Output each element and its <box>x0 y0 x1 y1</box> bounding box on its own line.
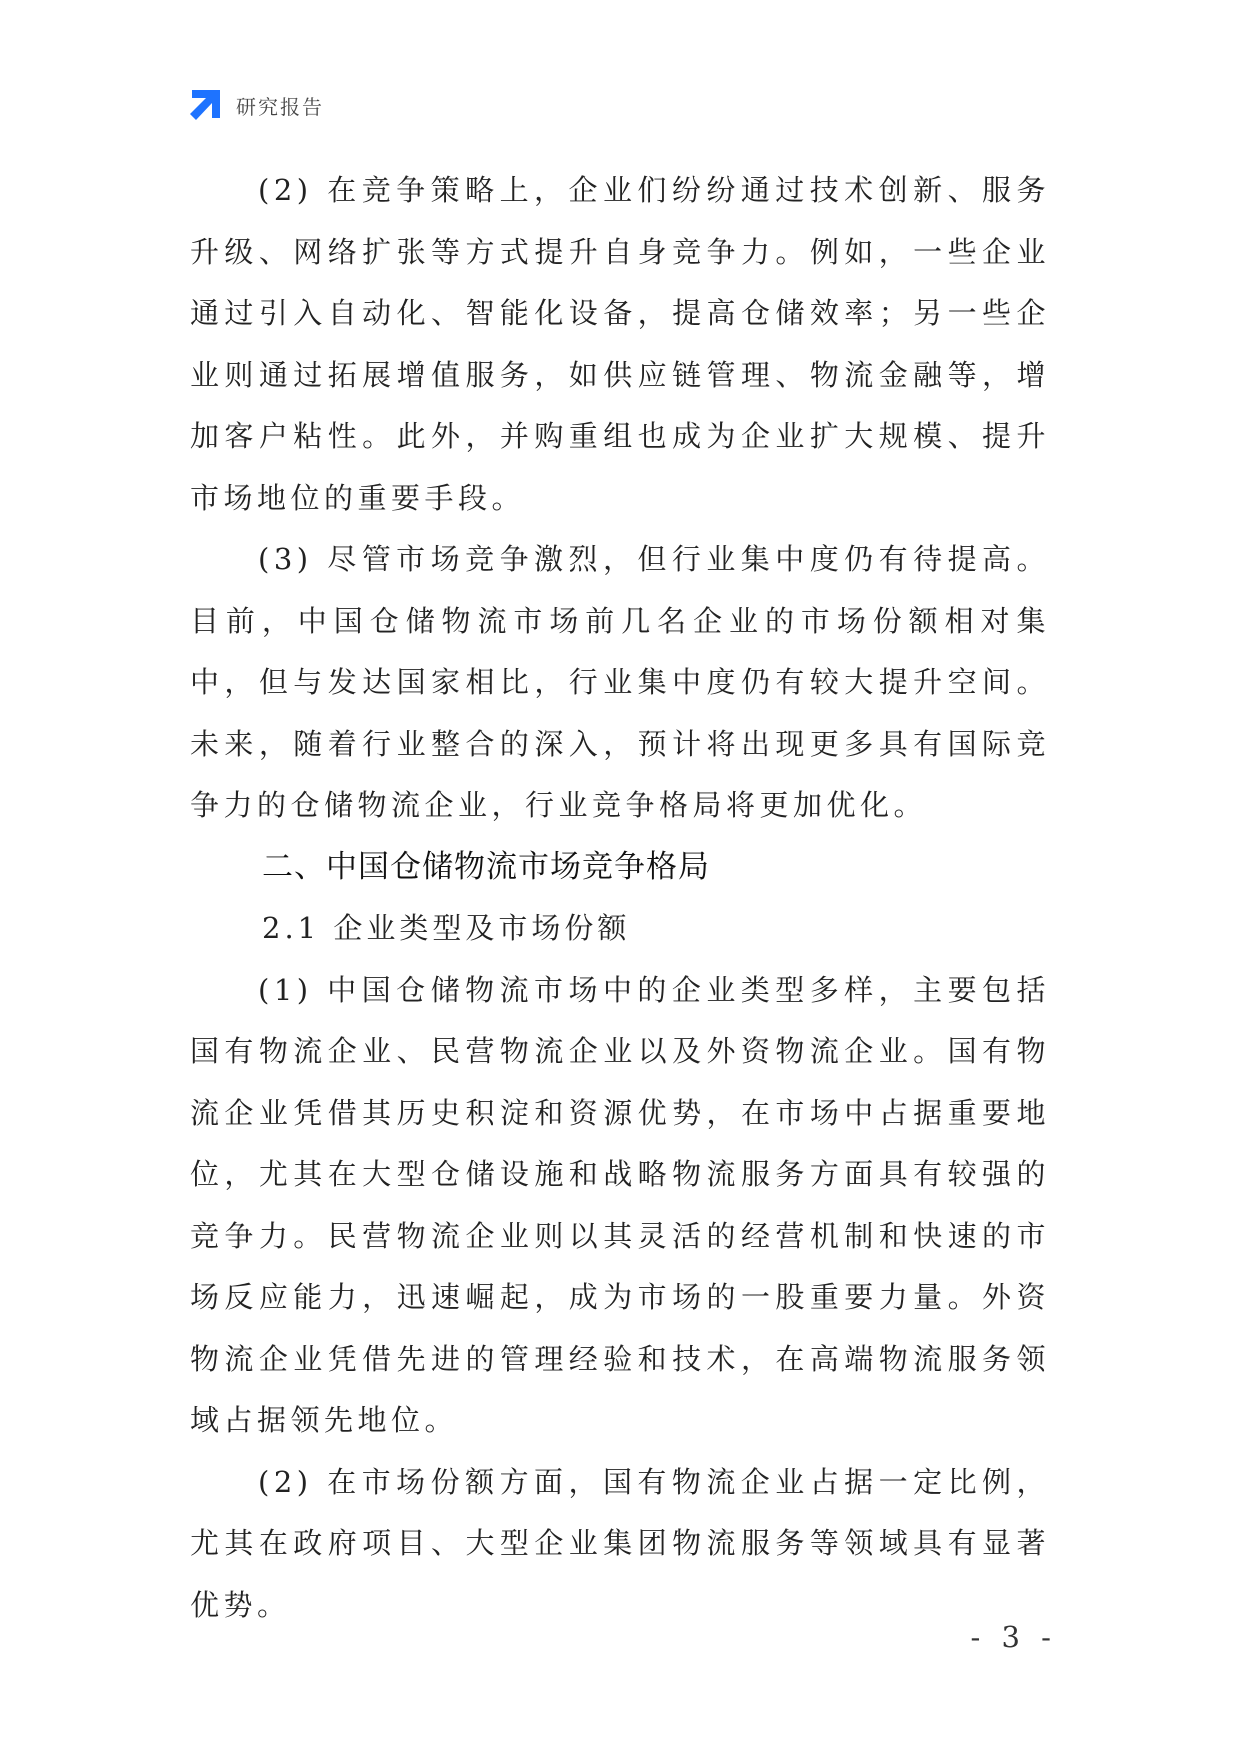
arrow-up-right-logo-icon <box>188 88 222 122</box>
document-body <box>190 160 1050 1636</box>
paragraph-market-share: (2) 在市场份额方面，国有物流企业占据一定比例，尤其在政府项目、大型企业集团物流服务等领域具有显著优势。 <box>190 1464 1050 1622</box>
paragraph-enterprise-types: (1) 中国仓储物流市场中的企业类型多样，主要包括国有物流企业、民营物流企业以及外资物流企业。国有物流企业凭借其历史积淀和资源优势，在市场中占据重要地位，尤其在大型仓储设施和战略物流服务方面具有较强的竞争力。民营物流企业则以其灵活的经营机制和快速的市场反应能力，迅速崛起，成为市场的一股重要力量。外资物流企业凭借先进的管理经验和技术，在高端物流服务领域占据领先地位。 <box>190 972 1050 1437</box>
header-label: 研究报告 <box>236 94 324 119</box>
page-number: - 3 - <box>970 1620 1057 1654</box>
paragraph-competition-strategy: (2) 在竞争策略上，企业们纷纷通过技术创新、服务升级、网络扩张等方式提升自身竞争力。例如，一些企业通过引入自动化、智能化设备，提高仓储效率；另一些企业则通过拓展增值服务，如供应链管理、物流金融等，增加客户粘性。此外，并购重组也成为企业扩大规模、提升市场地位的重要手段。 <box>190 173 1050 515</box>
paragraph-industry-concentration: (3) 尽管市场竞争激烈，但行业集中度仍有待提高。目前，中国仓储物流市场前几名企业的市场份额相对集中，但与发达国家相比，行业集中度仍有较大提升空间。未来，随着行业整合的深入，预计将出现更多具有国际竞争力的仓储物流企业，行业竞争格局将更加优化。 <box>190 542 1050 822</box>
section-heading: 二、中国仓储物流市场竞争格局 <box>262 848 710 885</box>
report-header <box>188 88 324 122</box>
subsection-heading: 2.1 企业类型及市场份额 <box>262 911 631 945</box>
